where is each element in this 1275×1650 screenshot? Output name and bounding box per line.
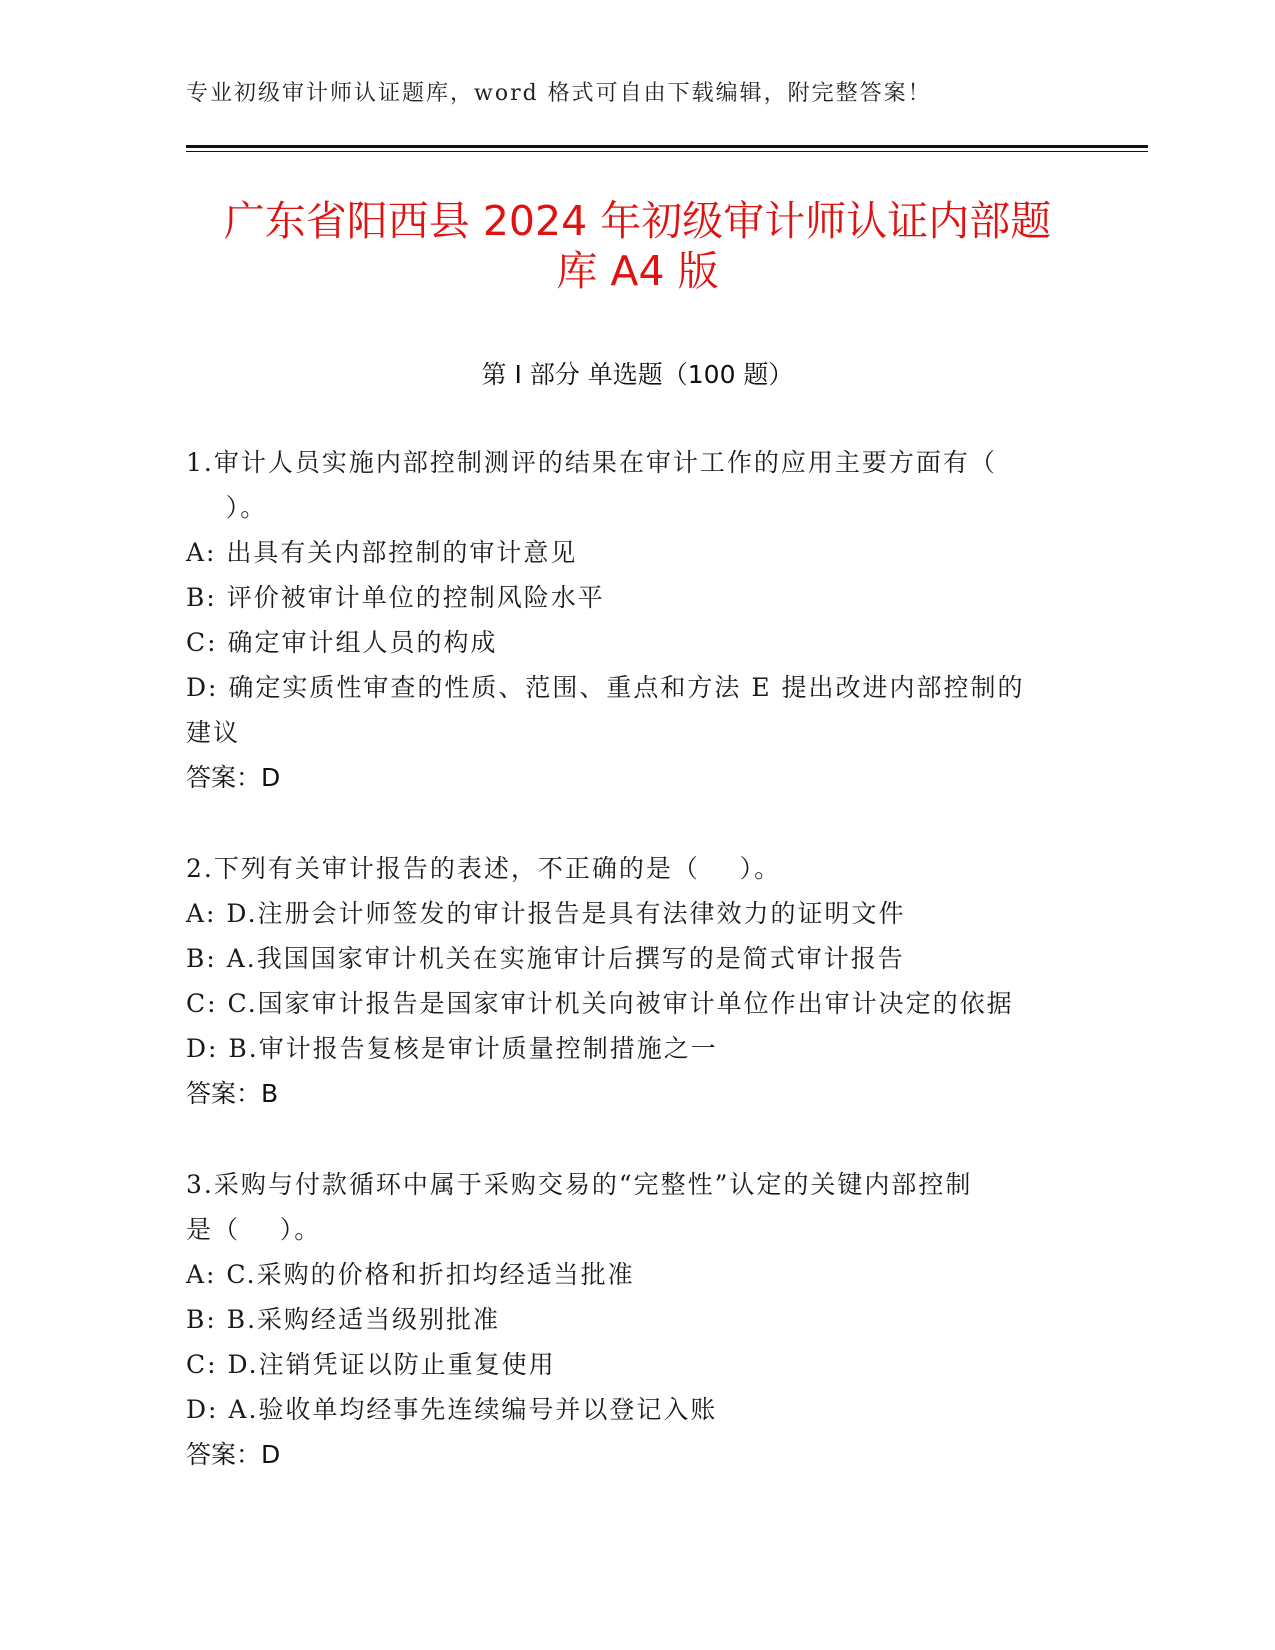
- header-text: 专业初级审计师认证题库，word 格式可自由下载编辑，附完整答案！: [186, 81, 932, 106]
- option-d: D: A.验收单均经事先连续编号并以登记入账: [186, 1395, 718, 1424]
- answer: 答案：B: [186, 1079, 279, 1108]
- option-c: C: 确定审计组人员的构成: [186, 628, 498, 657]
- option-c: C: D.注销凭证以防止重复使用: [186, 1350, 556, 1379]
- option-b: B: B.采购经适当级别批准: [186, 1305, 501, 1334]
- question-3: [186, 1162, 1076, 1477]
- question-stem: 1.审计人员实施内部控制测评的结果在审计工作的应用主要方面有（: [186, 448, 997, 477]
- question-list: [186, 440, 1076, 1523]
- section-heading: 第 I 部分 单选题（100 题）: [481, 360, 794, 389]
- option-a: A: D.注册会计师签发的审计报告是具有法律效力的证明文件: [186, 899, 906, 928]
- option-b: B: 评价被审计单位的控制风险水平: [186, 583, 605, 612]
- answer: 答案：D: [186, 763, 281, 792]
- answer: 答案：D: [186, 1440, 281, 1469]
- option-a: A: C.采购的价格和折扣均经适当批准: [186, 1260, 635, 1289]
- option-d-continued: 建议: [186, 718, 241, 747]
- document-title: [160, 196, 1115, 296]
- title-line-1: 广东省阳西县 2024 年初级审计师认证内部题: [223, 197, 1052, 245]
- option-d: D: B.审计报告复核是审计质量控制措施之一: [186, 1034, 718, 1063]
- option-d: D: 确定实质性审查的性质、范围、重点和方法 E 提出改进内部控制的: [186, 673, 1025, 702]
- header-divider-thin: [186, 151, 1148, 152]
- header-divider-thick: [186, 145, 1148, 148]
- question-2: [186, 846, 1076, 1116]
- option-a: A: 出具有关内部控制的审计意见: [186, 538, 578, 567]
- question-stem: 2.下列有关审计报告的表述，不正确的是（ ）。: [186, 854, 782, 883]
- question-stem-continued: ）。: [186, 493, 268, 522]
- option-b: B: A.我国国家审计机关在实施审计后撰写的是简式审计报告: [186, 944, 905, 973]
- title-line-2: 库 A4 版: [556, 247, 719, 295]
- option-c: C: C.国家审计报告是国家审计机关向被审计单位作出审计决定的依据: [186, 989, 1014, 1018]
- question-1: [186, 440, 1076, 800]
- question-stem: 3.采购与付款循环中属于采购交易的“完整性”认定的关键内部控制: [186, 1170, 973, 1199]
- question-stem-continued: 是（ ）。: [186, 1215, 322, 1244]
